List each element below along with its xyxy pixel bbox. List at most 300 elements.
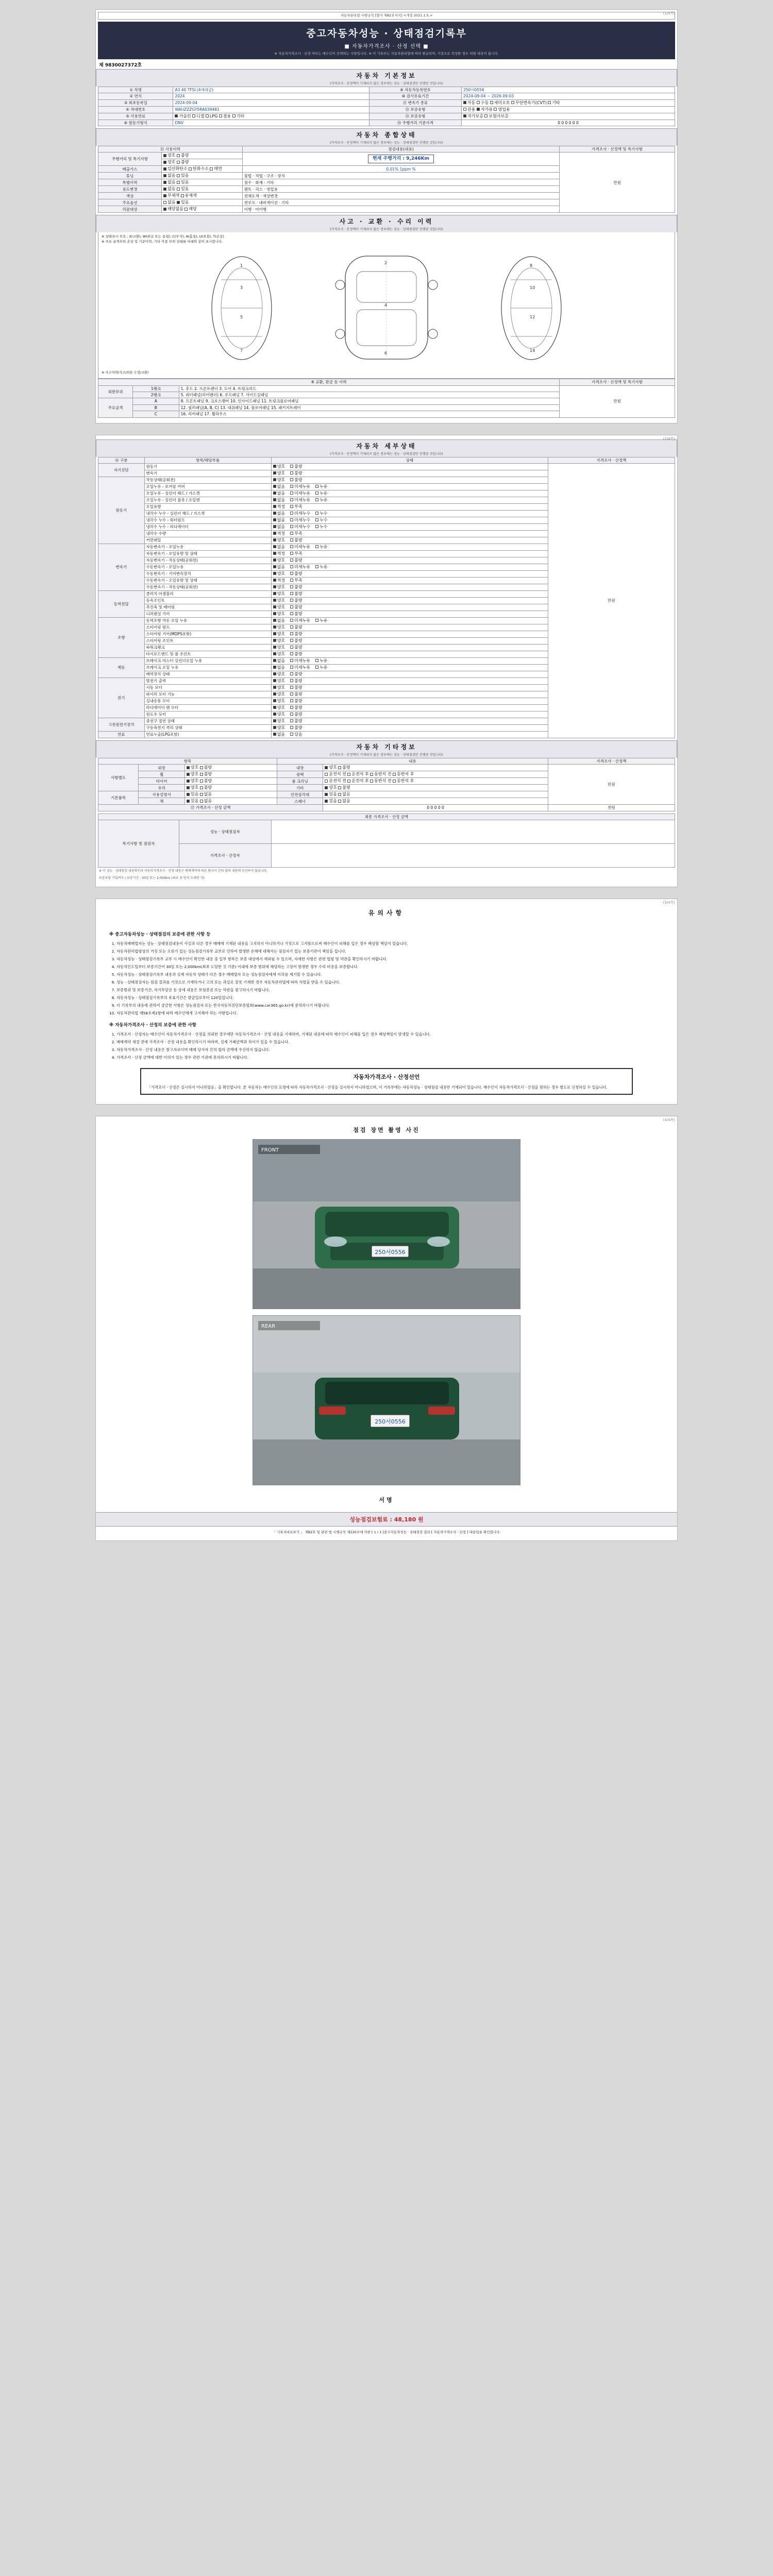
checkbox-없음[interactable]: 없음 — [273, 518, 285, 522]
checkbox-불량[interactable]: 불량 — [290, 571, 302, 576]
checkbox-누유[interactable]: 누유 — [315, 498, 327, 502]
detail-group-5: 제동 — [98, 657, 145, 677]
other-label-triangle: 안전삼각대 — [277, 791, 323, 798]
checkbox-jack-yes[interactable]: 있음 — [187, 799, 198, 803]
checkbox-양호[interactable]: 양호 — [273, 591, 285, 596]
checkbox-미세누유[interactable]: 미세누유 — [290, 545, 310, 549]
checkbox-etc-good[interactable]: 양호 — [325, 785, 337, 790]
checkbox-불량[interactable]: 불량 — [290, 591, 302, 596]
table-header-row — [98, 379, 675, 385]
checkbox-wheel-rear-pass[interactable]: 동반석 후 — [393, 772, 414, 776]
photo-front-view — [253, 1139, 520, 1309]
overall-label-recall: 리콜대상 — [98, 206, 162, 213]
svg-text:4: 4 — [384, 302, 388, 308]
checkbox-color-chromatic[interactable]: 유채색 — [181, 193, 197, 198]
checkbox-양호[interactable]: 양호 — [273, 585, 285, 589]
other-opts-interior — [323, 765, 548, 771]
notice-2-item: 4. 가격조사 · 산정 금액에 대한 이의가 있는 경우 관련 기관에 문의하시기 바랍니다. — [116, 1055, 664, 1061]
document-subtitle: ■ 자동차가격조사 · 산정 선택 ■ — [344, 43, 429, 49]
checkbox-불량[interactable]: 불량 — [290, 605, 302, 609]
detail-item-label: 냉각수 수량 — [144, 530, 271, 537]
table-row — [98, 113, 675, 120]
checkbox-emission-smoke[interactable]: 매연 — [210, 166, 222, 171]
checkbox-양호[interactable]: 양호 — [273, 558, 285, 563]
checkbox-불량[interactable]: 불량 — [290, 538, 302, 543]
fee-value: 48,180 원 — [394, 1516, 424, 1523]
checkbox-양호[interactable]: 양호 — [273, 478, 285, 482]
checkbox-etc-bad[interactable]: 불량 — [338, 785, 350, 790]
checkbox-불량[interactable]: 불량 — [290, 645, 302, 650]
table-row — [98, 99, 675, 106]
notice-1-item: 6. 성능 · 상태점검자는 점검 결과를 거짓으로 기재하거나 고의 또는 과실로 잘못 기재한 경우 자동차관리법에 따라 처벌을 받을 수 있습니다. — [116, 979, 664, 986]
checkbox-양호[interactable]: 양호 — [273, 699, 285, 703]
detail-group-7: 고전원전기장치 — [98, 718, 145, 731]
other-label-exterior: 외장 — [139, 765, 185, 771]
checkbox-양호[interactable]: 양호 — [273, 571, 285, 576]
checkbox-미세누유[interactable]: 미세누유 — [290, 484, 310, 489]
checkbox-양호[interactable]: 양호 — [273, 471, 285, 476]
fee-bar — [96, 1512, 677, 1527]
checkbox-양호[interactable]: 양호 — [273, 685, 285, 690]
svg-text:7: 7 — [240, 348, 243, 353]
price-total-unit: 천원 — [548, 805, 675, 811]
checkbox-tire-rear-driver[interactable]: 운전석 후 — [347, 778, 368, 783]
checkbox-불량[interactable]: 불량 — [290, 585, 302, 589]
basic-label-transmission: ⑪ 변속기 종류 — [369, 99, 461, 106]
detail-item-label: 등속조인트 — [144, 597, 271, 604]
checkbox-양호[interactable]: 양호 — [273, 712, 285, 717]
overall-opts-usechange — [162, 186, 243, 193]
checkbox-불량[interactable]: 불량 — [290, 685, 302, 690]
detail-item-label: 타이로드엔드 및 볼 조인트 — [144, 651, 271, 657]
checkbox-usage-business[interactable]: 영업용 — [494, 107, 510, 112]
checkbox-transmission-semiauto[interactable]: 세미오토 — [490, 100, 510, 105]
checkbox-tire-rear-pass[interactable]: 동반석 후 — [393, 778, 414, 783]
checkbox-불량[interactable]: 불량 — [290, 692, 302, 697]
checkbox-usage-gov[interactable]: 관용 — [463, 107, 475, 112]
checkbox-manual-yes[interactable]: 있음 — [187, 792, 198, 796]
checkbox-jack-no[interactable]: 없음 — [200, 799, 212, 803]
checkbox-color-achromatic[interactable]: 무채색 — [163, 193, 179, 198]
overall-opts-color — [162, 193, 243, 199]
detail-group-4: 조향 — [98, 617, 145, 657]
checkbox-없음[interactable]: 없음 — [273, 498, 285, 502]
checkbox-불량[interactable]: 불량 — [290, 632, 302, 636]
table-row — [98, 106, 675, 113]
checkbox-양호[interactable]: 양호 — [273, 692, 285, 697]
notice-subtitle-1: ※ 중고자동차성능 · 상태점검의 보증에 관한 사항 등 — [109, 931, 211, 937]
checkbox-누유[interactable]: 누유 — [315, 545, 327, 549]
accident-rank-2-text: 5. 쿼터패널(리어펜더) 6. 루프패널 7. 사이드실패널 — [179, 392, 560, 398]
checkbox-없음[interactable]: 없음 — [273, 658, 285, 663]
checkbox-transmission-etc[interactable]: 기타 — [548, 100, 560, 105]
checkbox-미세누수[interactable]: 미세누수 — [290, 518, 310, 522]
checkbox-wheel-bad[interactable]: 불량 — [200, 772, 212, 776]
checkbox-wheel-good[interactable]: 양호 — [187, 772, 198, 776]
detail-item-label: 와이퍼 모터 기능 — [144, 691, 271, 698]
checkbox-interior-bad[interactable]: 불량 — [338, 765, 350, 770]
detail-group-8: 연료 — [98, 731, 145, 738]
checkbox-emission-co[interactable]: 일산화탄소 — [163, 166, 188, 171]
checkbox-양호[interactable]: 양호 — [273, 652, 285, 656]
checkbox-불량[interactable]: 불량 — [290, 699, 302, 703]
detail-item-state — [271, 711, 548, 718]
checkbox-누유[interactable]: 누유 — [315, 491, 327, 496]
checkbox-interior-good[interactable]: 양호 — [325, 765, 337, 770]
checkbox-누유[interactable]: 누유 — [315, 565, 327, 569]
detail-item-label: 작동상태(공회전) — [144, 477, 271, 483]
checkbox-불량[interactable]: 불량 — [290, 652, 302, 656]
detail-item-state — [271, 550, 548, 557]
checkbox-양호[interactable]: 양호 — [273, 598, 285, 603]
detail-item-label: 커먼레일 — [144, 537, 271, 544]
checkbox-불량[interactable]: 불량 — [290, 464, 302, 469]
detail-item-state — [271, 671, 548, 677]
checkbox-recall-yes[interactable]: 해당 — [184, 207, 196, 211]
checkbox-wheel-rear-driver[interactable]: 운전석 후 — [347, 772, 368, 776]
checkbox-exterior-bad[interactable]: 불량 — [200, 765, 212, 770]
checkbox-미세누유[interactable]: 미세누유 — [290, 658, 310, 663]
checkbox-tire-front-driver[interactable]: 운전석 전 — [325, 778, 346, 783]
checkbox-없음[interactable]: 없음 — [273, 565, 285, 569]
checkbox-transmission-auto[interactable]: 자동 — [463, 100, 475, 105]
detail-item-label: 냉각수 누수 - 실린더 헤드 / 가스켓 — [144, 510, 271, 517]
accident-rank-2: 2랭크 — [133, 392, 179, 398]
checkbox-없음[interactable]: 없음 — [273, 511, 285, 516]
detail-item-label: 오일누유 - 실린더 블록 / 오일팬 — [144, 497, 271, 503]
other-opts-exterior — [184, 765, 277, 771]
checkbox-tire-good[interactable]: 양호 — [187, 778, 198, 783]
checkbox-mileage-good[interactable]: 양호 — [163, 153, 175, 158]
overall-emission-values: 0.01% 1ppm % — [242, 166, 559, 173]
final-price-header: 최종 가격조사 · 산정 금액 — [98, 814, 675, 820]
checkbox-누수[interactable]: 누수 — [315, 518, 327, 522]
checkbox-tire-bad[interactable]: 불량 — [200, 778, 212, 783]
accident-rank-table — [98, 379, 675, 417]
checkbox-없음[interactable]: 없음 — [273, 491, 285, 496]
checkbox-누수[interactable]: 누수 — [315, 511, 327, 516]
checkbox-triangle-no[interactable]: 없음 — [338, 792, 350, 796]
overall-label-color: 색상 — [98, 193, 162, 199]
checkbox-적정[interactable]: 적정 — [273, 578, 285, 583]
detail-item-label: 충전구 절연 상태 — [144, 718, 271, 724]
other-label-cleaning: 룸 크리닝 — [277, 778, 323, 785]
checkbox-적정[interactable]: 적정 — [273, 551, 285, 556]
notice-list-1 — [109, 941, 664, 1016]
checkbox-special-yes[interactable]: 있음 — [177, 180, 189, 184]
checkbox-누유[interactable]: 누유 — [315, 484, 327, 489]
detail-item-label: 클러치 어셈블리 — [144, 590, 271, 597]
accident-note-2: ※ 주요 골격부위 손상 및 기준이력, 기타 각종 부위 상태를 아래와 같이 표시합니다. — [102, 240, 223, 244]
overall-col-detail: 점검내용(내용) — [242, 146, 559, 152]
checkbox-양호[interactable]: 양호 — [273, 705, 285, 710]
checkbox-options-none[interactable]: 없음 — [163, 200, 175, 205]
notice-1-item: 4. 자동차인도일부터 보증기간이 30일 또는 2,000km(최초 도달한 것 기준) 이내에 보증 범위에 해당하는 고장이 발생한 경우 수리 비용을 보증합니다. — [116, 964, 664, 970]
other-label-polish: 광택 — [277, 771, 323, 778]
checkbox-적정[interactable]: 적정 — [273, 504, 285, 509]
checkbox-mileage-bad[interactable]: 불량 — [177, 153, 189, 158]
detail-item-label: 원동기 — [144, 463, 271, 470]
checkbox-불량[interactable]: 불량 — [290, 705, 302, 710]
checkbox-불량[interactable]: 불량 — [290, 672, 302, 676]
checkbox-미세누유[interactable]: 미세누유 — [290, 665, 310, 670]
checkbox-불량[interactable]: 불량 — [290, 679, 302, 683]
checkbox-없음[interactable]: 없음 — [273, 618, 285, 623]
checkbox-meter-bad[interactable]: 불량 — [177, 160, 189, 164]
detail-item-label: 스티어링 기어(MDPS포함) — [144, 631, 271, 637]
signature-field-appraiser[interactable] — [271, 844, 675, 868]
detail-item-label: 오일누유 - 실린더 헤드 / 가스켓 — [144, 490, 271, 497]
checkbox-recall-na[interactable]: 해당없음 — [163, 207, 183, 211]
checkbox-양호[interactable]: 양호 — [273, 679, 285, 683]
detail-item-state — [271, 517, 548, 523]
final-price-table — [98, 814, 675, 868]
checkbox-usechange-none[interactable]: 없음 — [163, 187, 175, 191]
detail-item-state — [271, 463, 548, 470]
checkbox-없음[interactable]: 없음 — [273, 545, 285, 549]
detail-item-state — [271, 557, 548, 564]
checkbox-누유[interactable]: 누유 — [315, 665, 327, 670]
checkbox-누유[interactable]: 누유 — [315, 618, 327, 623]
overall-mileage-value: 현재 주행거리 : 9,246Km — [242, 152, 559, 166]
notice-1-item: 2. 자동차관리법령상의 거짓 또는 오류가 있는 성능점검기록부 교부로 인하여 발생한 손해에 대해서는 점검자가 있는 보증기관이 책임을 집니다. — [116, 948, 664, 955]
detail-item-label: 발전기 출력 — [144, 677, 271, 684]
checkbox-glass-bad[interactable]: 불량 — [200, 785, 212, 790]
detail-item-label: 디퍼렌셜 기어 — [144, 611, 271, 617]
price-total-label: ⑰ 가격조사 · 산정 금액 — [98, 805, 323, 811]
basic-value-engine-type: DNV — [173, 120, 369, 126]
detail-item-state — [271, 483, 548, 490]
overall-col-note: 가격조사 · 산정액 및 특기사항 — [560, 146, 675, 152]
checkbox-tuning-yes[interactable]: 있음 — [177, 173, 189, 178]
checkbox-있음[interactable]: 있음 — [290, 732, 302, 737]
checkbox-불량[interactable]: 불량 — [290, 471, 302, 476]
overall-opts-mileage — [162, 152, 243, 159]
overall-opts-options — [162, 199, 243, 206]
checkbox-불량[interactable]: 불량 — [290, 719, 302, 723]
checkbox-불량[interactable]: 불량 — [290, 612, 302, 616]
checkbox-양호[interactable]: 양호 — [273, 725, 285, 730]
checkbox-양호[interactable]: 양호 — [273, 612, 285, 616]
detail-item-state — [271, 503, 548, 510]
detail-item-label: 실내송풍 모터 — [144, 698, 271, 704]
accident-rank-a-text: 8. 프론트패널 9. 크로스맴버 10. 인사이드패널 11. 트렁크플로어패널 — [179, 398, 560, 404]
svg-text:2: 2 — [384, 260, 388, 265]
detail-item-state — [271, 530, 548, 537]
svg-text:REAR: REAR — [261, 1324, 276, 1330]
notice-1-item: 1. 자동차매매업자는 성능 · 상태점검내용이 사실과 다른 경우 매매에 기재된 내용을 고지하지 아니하거나 거짓으로 고지함으로써 매수인이 피해를 입은 경우 배상할 책임이 있습니다. — [116, 941, 664, 947]
checkbox-special-none[interactable]: 없음 — [163, 180, 175, 184]
photo-rear-svg — [253, 1316, 520, 1485]
svg-text:14: 14 — [530, 348, 535, 353]
other-label-interior: 내장 — [277, 765, 323, 771]
detail-state-table — [98, 457, 675, 738]
overall-label-options: 주요옵션 — [98, 199, 162, 206]
basic-value-fuel — [173, 113, 369, 120]
checkbox-exterior-good[interactable]: 양호 — [187, 765, 198, 770]
svg-text:10: 10 — [530, 285, 535, 290]
basic-label-fuel: ⑤ 사용연료 — [98, 113, 173, 120]
checkbox-warranty-insurer[interactable]: 보험사보증 — [484, 114, 509, 118]
svg-text:8: 8 — [530, 263, 533, 268]
checkbox-transmission-cvt[interactable]: 무단변속기(CVT) — [511, 100, 547, 105]
fee-label: 성능점검보험료 : — [349, 1516, 392, 1523]
checkbox-불량[interactable]: 불량 — [290, 558, 302, 563]
checkbox-manual-no[interactable]: 없음 — [200, 792, 212, 796]
notice-subtitle-2: ※ 자동차가격조사 · 산정의 보증에 관한 사항 — [109, 1022, 196, 1028]
checkbox-없음[interactable]: 없음 — [273, 732, 285, 737]
checkbox-fuel-gasoline[interactable]: 가솔린 — [175, 114, 191, 118]
detail-item-state — [271, 617, 548, 624]
detail-item-state — [271, 684, 548, 691]
basic-value-carname: A3 40 TFSI (4세대급) — [173, 87, 369, 93]
other-label-tire: 타이어 — [139, 778, 185, 785]
accident-rank-1-text: 1. 후드 2. 프론트펜더 3. 도어 4. 트렁크리드 — [179, 385, 560, 392]
checkbox-양호[interactable]: 양호 — [273, 605, 285, 609]
detail-group-3: 동력전달 — [98, 590, 145, 617]
detail-item-state — [271, 577, 548, 584]
signature-field-inspector[interactable] — [271, 820, 675, 844]
checkbox-meter-good[interactable]: 양호 — [163, 160, 175, 164]
detail-item-state — [271, 544, 548, 550]
checkbox-없음[interactable]: 없음 — [273, 524, 285, 529]
page-tag: (1/4쪽) — [663, 11, 675, 15]
section-accident-title: 사고 · 교환 · 수리 이력 — [339, 218, 434, 226]
checkbox-양호[interactable]: 양호 — [273, 538, 285, 543]
checkbox-불량[interactable]: 불량 — [290, 598, 302, 603]
detail-item-state — [271, 510, 548, 517]
detail-item-state — [271, 731, 548, 738]
photo-section-title: 점검 장면 촬영 사진 — [353, 1127, 420, 1134]
checkbox-fuel-lpg[interactable]: LPG — [206, 114, 217, 118]
checkbox-부족[interactable]: 부족 — [290, 551, 302, 556]
checkbox-fuel-dual[interactable]: 겸용 — [219, 114, 231, 118]
checkbox-부족[interactable]: 부족 — [290, 531, 302, 536]
overall-opts-emission — [162, 166, 243, 173]
checkbox-불량[interactable]: 불량 — [290, 625, 302, 630]
photo-section — [96, 1116, 677, 1512]
checkbox-부족[interactable]: 부족 — [290, 504, 302, 509]
checkbox-불량[interactable]: 불량 — [290, 712, 302, 717]
photo-front-svg — [253, 1140, 520, 1309]
checkbox-glass-good[interactable]: 양호 — [187, 785, 198, 790]
checkbox-미세누유[interactable]: 미세누유 — [290, 565, 310, 569]
overall-detail-special: 침수 · 화재 · 기타 — [242, 179, 559, 186]
checkbox-양호[interactable]: 양호 — [273, 638, 285, 643]
overall-opts-recall — [162, 206, 243, 213]
declaration-box — [140, 1068, 633, 1095]
notice-1-item: 9. 이 기록부의 내용에 관하여 궁금한 사항은 성능점검자 또는 한국자동차진단보증협회(www.car365.go.kr)에 문의하시기 바랍니다. — [116, 1003, 664, 1009]
checkbox-transmission-manual[interactable]: 수동 — [477, 100, 489, 105]
checkbox-usechange-yes[interactable]: 있음 — [177, 187, 189, 191]
detail-item-state — [271, 644, 548, 651]
checkbox-양호[interactable]: 양호 — [273, 672, 285, 676]
other-label-etc: 기타 — [277, 785, 323, 791]
checkbox-양호[interactable]: 양호 — [273, 632, 285, 636]
section-accident-subtitle: (가격조사 · 산정액이 기재되지 않은 경우에는 성능 · 상태점검만 진행된 것입니다) — [330, 228, 443, 232]
checkbox-wheel-front-driver[interactable]: 운전석 전 — [325, 772, 346, 776]
checkbox-부족[interactable]: 부족 — [290, 578, 302, 583]
overall-label-tuning: 튜닝 — [98, 173, 162, 179]
checkbox-tire-front-pass[interactable]: 동반석 전 — [370, 778, 391, 783]
section-detail-header — [96, 439, 677, 457]
checkbox-미세누수[interactable]: 미세누수 — [290, 511, 310, 516]
checkbox-양호[interactable]: 양호 — [273, 625, 285, 630]
page-tag: (4/4쪽) — [663, 1118, 675, 1123]
other-opts-spanner — [323, 798, 548, 805]
checkbox-미세누수[interactable]: 미세누수 — [290, 524, 310, 529]
checkbox-불량[interactable]: 불량 — [290, 725, 302, 730]
checkbox-미세누유[interactable]: 미세누유 — [290, 498, 310, 502]
basic-label-inspection-period: ⑩ 검사유효기간 — [369, 93, 461, 99]
basic-label-engine-type: ⑥ 원동기형식 — [98, 120, 173, 126]
signature-label-appraiser: 가격조사 · 산정자 — [179, 844, 271, 868]
checkbox-tuning-none[interactable]: 없음 — [163, 173, 175, 178]
table-header-row — [98, 146, 675, 152]
document-title-block — [98, 22, 675, 59]
checkbox-없음[interactable]: 없음 — [273, 484, 285, 489]
detail-col-note: 가격조사 · 산정액 — [548, 457, 675, 463]
checkbox-없음[interactable]: 없음 — [273, 665, 285, 670]
checkbox-fuel-diesel[interactable]: 디젤 — [192, 114, 204, 118]
detail-item-state — [271, 651, 548, 657]
accident-rank-b: B — [133, 404, 179, 411]
photo-rear-view — [253, 1315, 520, 1485]
checkbox-fuel-etc[interactable]: 기타 — [232, 114, 244, 118]
accident-group-outer: 외판부위 — [98, 385, 133, 398]
checkbox-불량[interactable]: 불량 — [290, 638, 302, 643]
page-tag: (3/4쪽) — [663, 900, 675, 905]
table-row — [98, 93, 675, 99]
detail-item-label: 추진축 및 베어링 — [144, 604, 271, 611]
checkbox-양호[interactable]: 양호 — [273, 645, 285, 650]
detail-item-label: 연료누출(LPG포함) — [144, 731, 271, 738]
checkbox-적정[interactable]: 적정 — [273, 531, 285, 536]
checkbox-미세누유[interactable]: 미세누유 — [290, 491, 310, 496]
checkbox-usage-private[interactable]: 자가용 — [477, 107, 493, 112]
basic-label-mileage-price: ⑭ 주행거리 기준가격 — [369, 120, 461, 126]
detail-group-6: 전기 — [98, 677, 145, 718]
other-opts-tire — [184, 778, 277, 785]
checkbox-warranty-self[interactable]: 자가보증 — [463, 114, 483, 118]
table-row — [98, 87, 675, 93]
checkbox-불량[interactable]: 불량 — [290, 478, 302, 482]
detail-item-label: 수동변속기 - 기어변속장치 — [144, 570, 271, 577]
svg-text:12: 12 — [530, 314, 535, 319]
notice-1-item: 8. 자동차성능 · 상태점검기록부의 유효기간은 발급일로부터 120일입니다. — [116, 995, 664, 1001]
svg-text:FRONT: FRONT — [261, 1147, 279, 1154]
basic-value-first-registration: 2024-09-04 — [173, 99, 369, 106]
checkbox-wheel-front-pass[interactable]: 동반석 전 — [370, 772, 391, 776]
checkbox-triangle-yes[interactable]: 있음 — [325, 792, 337, 796]
checkbox-emission-hc[interactable]: 탄화수소 — [189, 166, 209, 171]
checkbox-누수[interactable]: 누수 — [315, 524, 327, 529]
other-col-item: 항목 — [98, 758, 277, 764]
other-label-glass: 유리 — [139, 785, 185, 791]
checkbox-누유[interactable]: 누유 — [315, 658, 327, 663]
basic-value-usage — [461, 106, 675, 113]
checkbox-options-yes[interactable]: 있음 — [177, 200, 189, 205]
checkbox-양호[interactable]: 양호 — [273, 464, 285, 469]
section-other-header — [96, 740, 677, 758]
checkbox-미세누유[interactable]: 미세누유 — [290, 618, 310, 623]
accident-diagram-wrapper — [98, 232, 675, 379]
table-row — [98, 120, 675, 126]
checkbox-spanner-no[interactable]: 없음 — [338, 799, 350, 803]
checkbox-spanner-yes[interactable]: 있음 — [325, 799, 337, 803]
checkbox-양호[interactable]: 양호 — [273, 719, 285, 723]
detail-item-label: 자동변속기 - 오일유량 및 상태 — [144, 550, 271, 557]
